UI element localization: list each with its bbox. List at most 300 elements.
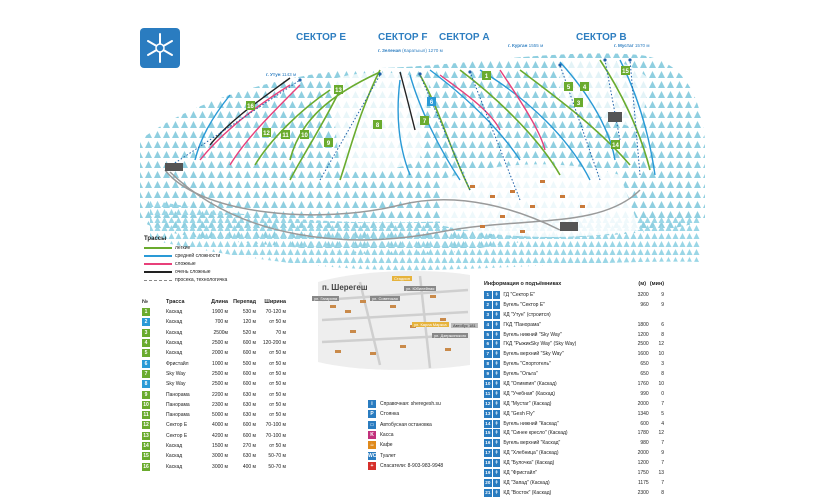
lift-icon: ↟ [494, 410, 499, 417]
svg-text:3: 3 [576, 101, 581, 107]
trail-length: 4000 м [212, 422, 228, 429]
lift-name: ГД "Сектор Е" [503, 291, 536, 298]
lift-number-badge: 18 [485, 460, 491, 466]
service-icon: i [368, 400, 376, 408]
service-item [368, 440, 486, 450]
street-label: ул. Советская [372, 296, 398, 301]
trail-number-badge: 13 [143, 432, 149, 439]
lift-row [484, 428, 664, 438]
col-name: Трасса [166, 298, 185, 305]
lift-row [484, 458, 664, 468]
lift-name: КД "Синее кресло" (Каскад) [503, 430, 568, 437]
lift-name: КД "Фристайл" [503, 469, 538, 476]
lift-length: 1750 [637, 469, 649, 476]
service-label: Автобусная остановка [380, 421, 432, 428]
lift-time: 9 [661, 291, 664, 298]
service-item [368, 450, 486, 460]
col-drop: Перепад [233, 298, 256, 305]
lift-number-badge: 3 [484, 311, 492, 319]
trail-number-badge: 16 [143, 463, 149, 470]
lift-length: 1340 [637, 410, 649, 417]
lift-row [484, 330, 664, 340]
trail-row [142, 451, 292, 461]
trail-width: 70 м [275, 329, 286, 336]
lift-number-badge: 14 [485, 420, 491, 426]
trail-length: 2500 м [212, 340, 228, 347]
lift-name: КД "Булочка" (Каскад) [503, 460, 555, 467]
legend-item [144, 244, 304, 252]
service-item [368, 399, 486, 409]
trail-row [142, 307, 292, 317]
trail-number-cell [142, 349, 166, 357]
trail-row [142, 461, 292, 471]
trail-number-cell [142, 401, 166, 409]
legend-rows [144, 244, 304, 284]
lift-icon: ↟ [494, 291, 499, 298]
lift-icon: ↟ [494, 380, 499, 387]
peak-utuyn [266, 72, 296, 77]
lift-icon: ↟ [494, 371, 499, 378]
service-item [368, 420, 486, 430]
lift-name: КД "Учебная" (Каскад) [503, 390, 556, 397]
lift-name: КД "Gesh Fly" [503, 410, 535, 417]
trail-length: 2500 м [212, 381, 228, 388]
lift-table-title: Информация о подъёмниках [484, 281, 562, 287]
lift-row [484, 379, 664, 389]
lift-row [484, 399, 664, 409]
service-icon: WC [368, 452, 377, 459]
peak-utuyn-name: г. Утун [266, 72, 281, 77]
lift-icon: ↟ [494, 301, 499, 308]
trail-width: от 50 м [269, 391, 286, 398]
trail-number-cell [142, 463, 166, 471]
trail-row [142, 348, 292, 358]
trail-width: от 50 м [269, 370, 286, 377]
service-label: Касса [380, 432, 394, 439]
street-label: ул. Юбилейная [406, 286, 435, 291]
legend-label: средней сложности [175, 253, 221, 259]
peak-kurgan-alt: 1555 м [528, 43, 544, 48]
lift-icon: ↟ [494, 390, 499, 397]
lift-name: Бугель "Ольга" [503, 371, 538, 378]
trail-name: Панорама [166, 412, 190, 419]
resort-logo [140, 28, 180, 68]
trail-width: 120-200 м [262, 340, 286, 347]
trail-width: от 50 м [269, 360, 286, 367]
peak-kurgan [508, 43, 543, 48]
trail-number-badge: 10 [143, 401, 149, 408]
lift-time: 6 [661, 321, 664, 328]
trail-drop: 520 м [242, 329, 256, 336]
svg-text:6: 6 [429, 100, 434, 106]
trail-name: Sky Way [166, 370, 186, 377]
lift-icon: ↟ [494, 400, 499, 407]
peak-mustag-name: г. Мустаг [614, 43, 634, 48]
service-label: Стоянка [380, 411, 400, 418]
trail-drop: 500 м [242, 360, 256, 367]
lift-time: 10 [658, 351, 664, 358]
lift-icon: ↟ [494, 361, 499, 368]
lift-icon: ↟ [494, 479, 499, 486]
service-icon: P [368, 410, 376, 418]
trail-table [142, 296, 292, 472]
trail-drop: 600 м [242, 370, 256, 377]
peak-kurgan-name: г. Курган [508, 43, 528, 48]
trail-width: 70-100 м [265, 432, 286, 439]
legend-label: легкие [175, 245, 191, 251]
trail-drop: 120 м [242, 319, 256, 326]
lift-row [484, 468, 664, 478]
lift-number-badge: 2 [484, 301, 492, 309]
legend-swatch [144, 255, 172, 257]
lift-length: 1200 [637, 331, 649, 338]
col-width: Ширина [264, 298, 286, 305]
lift-number-badge: 20 [485, 479, 491, 485]
trail-name: Сектор Е [166, 422, 188, 429]
legend-swatch [144, 280, 172, 281]
trail-width: 70-100 м [265, 422, 286, 429]
trail-width: от 50 м [269, 350, 286, 357]
legend-swatch [144, 263, 172, 265]
trail-row [142, 400, 292, 410]
trail-width: от 50 м [269, 381, 286, 388]
street-label: ул. Дзержинского [434, 333, 467, 338]
trail-drop: 600 м [242, 422, 256, 429]
lift-row [484, 419, 664, 429]
trail-number-cell [142, 360, 166, 368]
trail-drop: 630 м [242, 391, 256, 398]
lift-icon: ↟ [494, 311, 499, 318]
lift-length: 2500 [637, 341, 649, 348]
sector-b-label: СЕКТОР В [576, 32, 627, 43]
trail-width: 50-70 м [268, 453, 286, 460]
col-no: № [142, 298, 149, 305]
lift-length: 1800 [637, 321, 649, 328]
trail-row [142, 338, 292, 348]
trail-name: Каскад [166, 309, 183, 316]
lift-name: Бугель верхний "Каскад" [503, 440, 561, 447]
trail-length: 2300 м [212, 401, 228, 408]
trail-number-cell [142, 308, 166, 316]
trail-width: 50-70 м [268, 463, 286, 470]
lift-time: 8 [661, 371, 664, 378]
trail-width: от 50 м [269, 412, 286, 419]
lift-row [484, 349, 664, 359]
lift-name: КД "Запад" (Каскад) [503, 479, 550, 486]
trail-drop: 270 м [242, 443, 256, 449]
trail-length: 2000 м [212, 350, 228, 357]
lift-icon: ↟ [494, 331, 499, 338]
lift-name: Бугель нижний "Sky Way" [503, 331, 562, 338]
lift-icon: ↟ [494, 351, 499, 358]
lift-icon: ↟ [494, 489, 499, 496]
trail-name: Каскад [166, 319, 183, 326]
lift-length: 600 [640, 420, 649, 427]
trail-width: 70-120 м [265, 309, 286, 316]
lift-row [484, 448, 664, 458]
trail-drop: 600 м [242, 381, 256, 388]
trail-length: 1900 м [212, 309, 228, 316]
lift-time: 10 [658, 380, 664, 387]
service-icon: + [368, 462, 376, 470]
lift-row [484, 389, 664, 399]
lift-number-badge: 1 [484, 291, 492, 299]
trail-drop: 530 м [242, 309, 256, 316]
sector-f-label: СЕКТОР F [378, 32, 428, 43]
svg-text:4: 4 [582, 85, 587, 91]
trail-number-cell [142, 339, 166, 347]
lift-time: 4 [661, 420, 664, 427]
lift-row [484, 438, 664, 448]
peak-utuyn-alt: 1143 м [281, 72, 297, 77]
trail-number-cell [142, 432, 166, 440]
legend-label: очень сложные [175, 269, 211, 275]
trail-number-badge: 5 [142, 349, 150, 357]
svg-text:15: 15 [622, 69, 629, 75]
lift-name: Бугель "Сектор Е" [503, 301, 545, 308]
lift-time: 7 [661, 460, 664, 467]
trail-name: Сектор Е [166, 432, 188, 439]
trail-name: Фристайл [166, 360, 189, 367]
lift-icon: ↟ [494, 460, 499, 467]
service-icon: ▭ [369, 421, 375, 428]
sector-a-label: СЕКТОР А [439, 32, 490, 43]
snowflake-icon [140, 28, 180, 68]
trail-length: 2500 м [212, 370, 228, 377]
trail-row [142, 369, 292, 379]
lift-name: ГКД "Панорама" [503, 321, 541, 328]
street-label: ул. Гагарина [314, 296, 338, 301]
trail-number-cell [142, 380, 166, 388]
lift-number-badge: 15 [485, 430, 491, 436]
trail-length: 5000 м [212, 412, 228, 419]
lift-name: КД "Восток" (Каскад) [503, 489, 552, 496]
trail-name: Sky Way [166, 381, 186, 388]
lift-icon: ↟ [494, 450, 499, 457]
service-icon: ☕ [369, 442, 375, 449]
services-legend [368, 399, 486, 471]
peak-zelenaya-name: г. Зеленая [378, 48, 401, 53]
lift-icon: ↟ [494, 440, 499, 447]
lift-length: 960 [640, 301, 649, 308]
trail-name: Каскад [166, 329, 183, 336]
lift-length: 980 [640, 440, 649, 447]
lift-name: КД "Мустаг" (Каскад) [503, 400, 552, 407]
lift-rows [484, 290, 664, 498]
lift-length: 2300 [637, 489, 649, 496]
lift-length: 3200 [637, 291, 649, 298]
lift-length: 1200 [637, 460, 649, 467]
trail-number-badge: 8 [142, 380, 150, 388]
lift-name: ГКД "РыжикSky Way" (Sky Way) [503, 341, 577, 348]
trail-row [142, 389, 292, 399]
lift-length: 1175 [637, 479, 649, 486]
trail-number-cell [142, 391, 166, 399]
trail-number-badge: 12 [143, 422, 149, 429]
lift-time: 3 [661, 361, 664, 368]
lift-time: 8 [661, 489, 664, 496]
svg-text:13: 13 [335, 88, 342, 94]
trail-number-badge: 7 [142, 370, 150, 378]
trail-name: Панорама [166, 401, 190, 408]
lift-time: 13 [658, 469, 664, 476]
lift-time: 12 [658, 430, 664, 437]
trail-number-badge: 1 [142, 308, 150, 316]
trail-row [142, 420, 292, 430]
trail-number-cell [142, 421, 166, 429]
service-label: Справочная: sheregesh.su [380, 401, 441, 408]
svg-text:5: 5 [566, 85, 571, 91]
lift-time: 0 [661, 390, 664, 397]
lift-length: 1780 [637, 430, 649, 437]
trail-number-cell [142, 442, 166, 450]
lift-name: Бугель верхний "Sky Way" [503, 351, 564, 358]
lift-number-badge: 19 [485, 469, 491, 475]
svg-text:11: 11 [282, 133, 289, 139]
lift-row [484, 300, 664, 310]
lift-number-badge: 11 [485, 390, 491, 396]
svg-text:7: 7 [422, 119, 427, 125]
peak-zelenaya [378, 48, 443, 53]
trail-length: 2200 м [212, 391, 228, 398]
trail-number-badge: 3 [142, 329, 150, 337]
lift-time: 5 [661, 410, 664, 417]
lift-time: 7 [661, 440, 664, 447]
col-meters: (м) [638, 281, 646, 287]
lift-name: КД "Хлебница" (Каскад) [503, 450, 559, 457]
lift-time: 9 [661, 450, 664, 457]
trail-rows [142, 307, 292, 472]
lift-length: 990 [640, 390, 649, 397]
lift-time: 7 [661, 479, 664, 486]
trail-number-badge: 14 [143, 443, 149, 449]
bus-label: Автобус 181 [453, 323, 476, 328]
trail-drop: 400 м [242, 463, 256, 470]
lift-number-badge: 9 [484, 370, 492, 378]
trail-length: 700 м [214, 319, 228, 326]
trail-number-badge: 4 [142, 339, 150, 347]
lift-row [484, 339, 664, 349]
service-item [368, 461, 486, 471]
lift-row [484, 488, 664, 498]
peak-mustag [614, 43, 649, 48]
lift-length: 650 [640, 361, 649, 368]
lift-number-badge: 13 [485, 410, 491, 416]
legend-item [144, 260, 304, 268]
lift-row [484, 409, 664, 419]
trail-number-badge: 2 [142, 318, 150, 326]
lift-table [484, 278, 664, 498]
lift-name: КД "Утун" (строится) [503, 311, 551, 318]
lift-length: 650 [640, 371, 649, 378]
trail-table-header [142, 296, 292, 307]
legend-label: сложные [175, 261, 196, 267]
trail-number-cell [142, 370, 166, 378]
service-label: Спасатели: 8-903-983-9948 [380, 462, 444, 469]
trail-length: 1500 м [212, 443, 228, 449]
service-label: Туалет [380, 452, 396, 459]
lift-length: 1600 [637, 351, 649, 358]
trail-drop: 600 м [242, 432, 256, 439]
service-icon: K [368, 431, 376, 439]
trail-number-cell [142, 411, 166, 419]
svg-text:12: 12 [263, 131, 270, 137]
legend-item [144, 252, 304, 260]
trail-width: от 50 м [269, 319, 286, 326]
lift-number-badge: 10 [485, 380, 491, 386]
lift-time: 12 [658, 341, 664, 348]
lift-number-badge: 6 [484, 340, 492, 348]
street-label: Стадион [394, 276, 410, 281]
village-name: п. Шерегеш [322, 283, 368, 292]
trail-number-cell [142, 318, 166, 326]
trail-number-badge: 6 [142, 360, 150, 368]
svg-text:9: 9 [326, 141, 331, 147]
service-item [368, 430, 486, 440]
lift-length: 1760 [637, 380, 649, 387]
clearing [440, 164, 640, 237]
trail-number-badge: 11 [143, 412, 149, 419]
peak-mustag-alt: 1570 м [634, 43, 650, 48]
lift-table-header [484, 278, 664, 290]
street-label: ул. Карла Маркса [414, 322, 447, 327]
trail-row [142, 410, 292, 420]
trail-number-badge: 15 [143, 453, 149, 460]
trail-drop: 630 м [242, 412, 256, 419]
trail-length: 1000 м [212, 360, 228, 367]
svg-text:10: 10 [301, 133, 308, 139]
lift-name: Бугель "Спортотель" [503, 361, 551, 368]
service-label: Кафе [380, 442, 393, 449]
legend-title: Трассы [144, 236, 167, 242]
trail-name: Каскад [166, 443, 183, 449]
lift-number-badge: 17 [485, 450, 491, 456]
trail-row [142, 431, 292, 441]
lift-icon: ↟ [494, 341, 499, 348]
lift-number-badge: 16 [485, 440, 491, 446]
lift-name: КД "Олимпия" (Каскад) [503, 380, 557, 387]
trail-length: 2500м [213, 329, 228, 336]
lift-icon: ↟ [494, 469, 499, 476]
legend-swatch [144, 271, 172, 273]
legend-item [144, 276, 304, 284]
trail-legend [144, 236, 304, 284]
trail-width: от 50 м [269, 443, 286, 449]
peak-zelenaya-alt: (Каратыыл) 1270 м [402, 48, 443, 53]
trail-drop: 600 м [242, 340, 256, 347]
trail-number-cell [142, 452, 166, 460]
lift-icon: ↟ [494, 430, 499, 437]
legend-swatch [144, 247, 172, 249]
trail-row [142, 358, 292, 368]
trail-drop: 630 м [242, 401, 256, 408]
trail-row [142, 328, 292, 338]
lift-row [484, 290, 664, 300]
trail-row [142, 441, 292, 451]
lift-icon: ↟ [494, 321, 499, 328]
trail-row [142, 379, 292, 389]
lift-number-badge: 21 [485, 489, 491, 495]
svg-text:16: 16 [247, 104, 254, 110]
trail-number-badge: 9 [142, 391, 150, 399]
service-item [368, 409, 486, 419]
lift-number-badge: 8 [484, 360, 492, 368]
trail-length: 4200 м [212, 432, 228, 439]
lift-length: 2000 [637, 400, 649, 407]
legend-item [144, 268, 304, 276]
lift-name: Бугель нижний "Каскад" [503, 420, 559, 427]
col-minutes: (мин) [649, 281, 664, 287]
